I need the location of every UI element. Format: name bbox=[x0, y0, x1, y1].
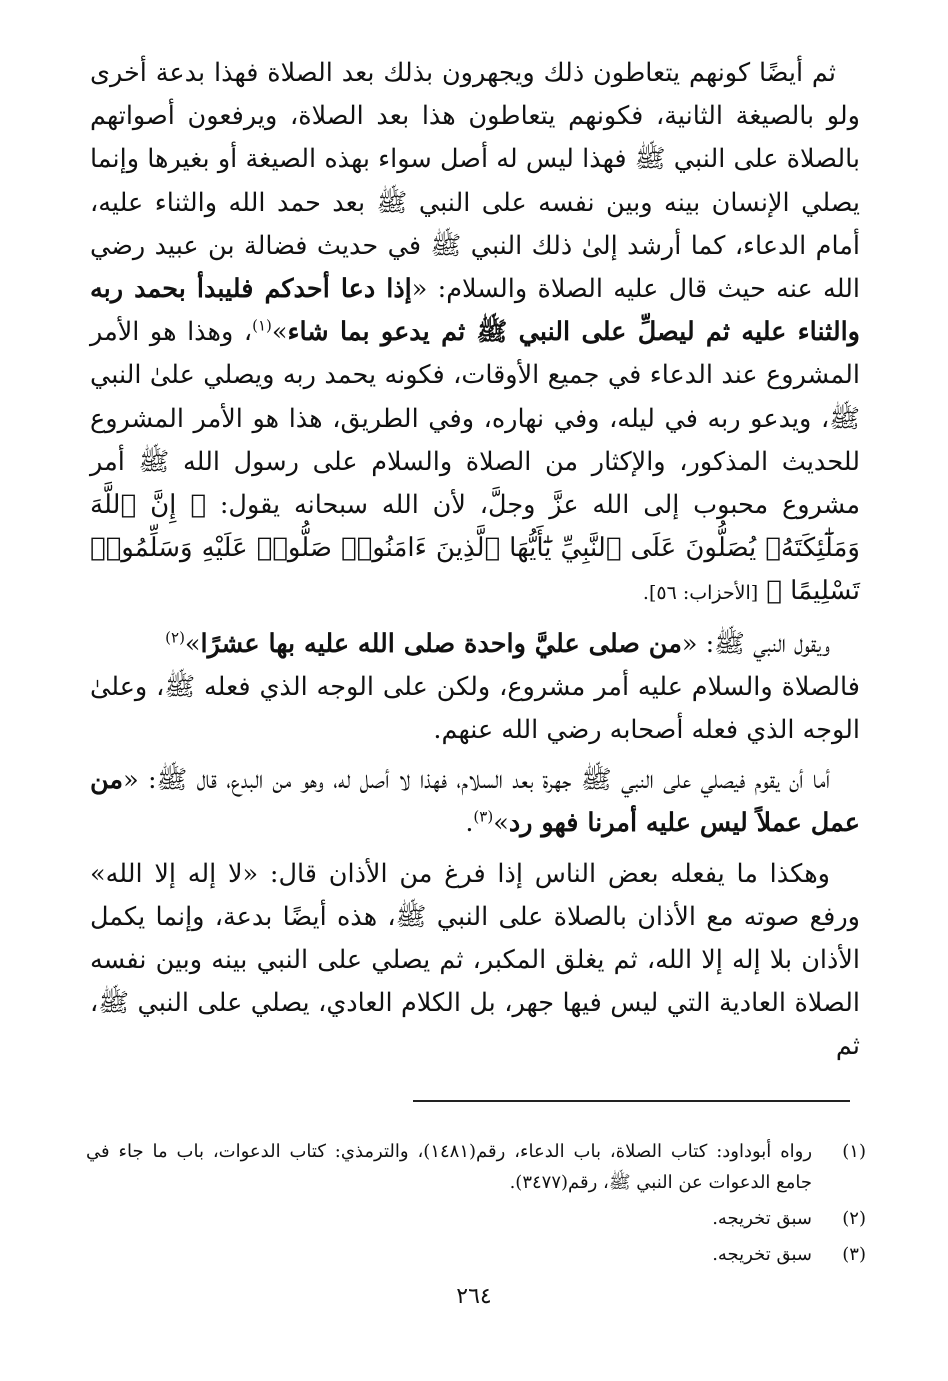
quote-close-3: » bbox=[493, 808, 509, 839]
paragraph-3-end: . bbox=[465, 808, 474, 839]
footnotes bbox=[86, 1136, 866, 1275]
hadith-quote-2: من صلى عليَّ واحدة صلى الله عليه بها عشرًا bbox=[200, 628, 682, 659]
quote-close-1: » bbox=[271, 317, 288, 348]
footnote-number: (٣) bbox=[842, 1244, 866, 1265]
footnote-separator bbox=[413, 1100, 850, 1102]
hadith-quote-3: من عمل عملاً ليس عليه أمرنا فهو رد bbox=[90, 765, 860, 839]
paragraph-2-intro: ويقول النبي ﷺ: « bbox=[681, 628, 830, 659]
footnote-number: (٢) bbox=[842, 1208, 866, 1229]
footnote-ref-2[interactable]: (٢) bbox=[165, 628, 185, 647]
quran-reference: [الأحزاب: ٥٦]. bbox=[642, 582, 759, 605]
paragraph-3 bbox=[90, 759, 860, 845]
paragraph-2 bbox=[90, 623, 860, 666]
footnote-number: (١) bbox=[842, 1141, 866, 1162]
paragraph-1-text: ثم أيضًا كونهم يتعاطون ذلك ويجهرون بذلك بعد الصلاة فهذا بدعة أخرى ولو بالصيغة الثانية، فكونهم يتعاطون هذا بعد الصلاة، ويرفعون أصواتهم بالصلاة على النبي ﷺ فهذا ليس له أصل سواء بهذه الصيغة أو بغيرها وإنما يصلي الإنسان بينه وبين نفسه على النبي ﷺ بعد حمد الله والثناء عليه، أمام الدعاء، كما أرشد إلىٰ ذلك النبي ﷺ في حديث فضالة بن عبيد رضي الله عنه حيث قال عليه الصلاة والسلام: « bbox=[90, 58, 861, 305]
quote-close-2: » bbox=[184, 628, 201, 659]
footnote-ref-3[interactable]: (٣) bbox=[473, 807, 494, 826]
footnote-text: سبق تخريجه. bbox=[712, 1208, 812, 1229]
paragraph-3-intro: أما أن يقوم فيصلي على النبي ﷺ جهرة بعد السلام، فهذا لا أصل له، وهو من البدع، قال ﷺ: « bbox=[123, 765, 830, 796]
hadith-quote-1: إذا دعا أحدكم فليبدأ بحمد ربه والثناء عليه ثم ليصلِّ على النبي ﷺ ثم يدعو بما شاء bbox=[90, 274, 860, 348]
quran-verse: ﴿ إِنَّ ٱللَّهَ وَمَلَٰٓئِكَتَهُۥ يُصَلُّونَ عَلَى ٱلنَّبِيِّ يَٰٓأَيُّهَا ٱلَّذِينَ ءَامَنُوا۟ صَلُّوا۟ عَلَيْهِ وَسَلِّمُوا۟ تَسْلِيمًا ﴾ bbox=[90, 490, 860, 607]
footnote-ref-1[interactable]: (١) bbox=[252, 316, 272, 335]
page-number: ٢٦٤ bbox=[456, 1284, 492, 1309]
paragraph-4: وهكذا ما يفعله بعض الناس إذا فرغ من الأذان قال: «لا إله إلا الله» ورفع صوته مع الأذان بالصلاة على النبي ﷺ، هذه أيضًا بدعة، وإنما يكمل الأذان بلا إله إلا الله، ثم يغلق المكبر، ثم يصلي على النبي بينه وبين نفسه الصلاة العادية التي ليس فيها جهر، بل الكلام العادي، يصلي على النبي ﷺ، ثم bbox=[90, 858, 860, 1062]
paragraph-1 bbox=[90, 52, 860, 616]
footnote-text: رواه أبوداود: كتاب الصلاة، باب الدعاء، رقم(١٤٨١)، والترمذي: كتاب الدعوات، باب ما جاء في جامع الدعوات عن النبي ﷺ، رقم(٣٤٧٧). bbox=[86, 1141, 813, 1193]
footnote-3 bbox=[86, 1239, 866, 1270]
footnote-1 bbox=[86, 1136, 866, 1198]
paragraph-1-continuation: ، وهذا هو الأمر المشروع عند الدعاء في جميع الأوقات، فكونه يحمد ربه ويصلي علىٰ النبي ﷺ، ويدعو ربه في ليله، وفي نهاره، وفي الطريق، هذا هو الأمر المشروع للحديث المذكور، والإكثار من الصلاة والسلام على رسول الله ﷺ أمر مشروع محبوب إلى الله عزَّ وجلَّ، لأن الله سبحانه يقول: bbox=[90, 317, 860, 521]
footnote-2 bbox=[86, 1203, 866, 1234]
footnote-text: سبق تخريجه. bbox=[712, 1244, 812, 1265]
paragraph-2-continuation: فالصلاة والسلام عليه أمر مشروع، ولكن على الوجه الذي فعله ﷺ، وعلىٰ الوجه الذي فعله أصحابه رضي الله عنهم. bbox=[90, 671, 860, 746]
main-text bbox=[90, 52, 860, 1076]
